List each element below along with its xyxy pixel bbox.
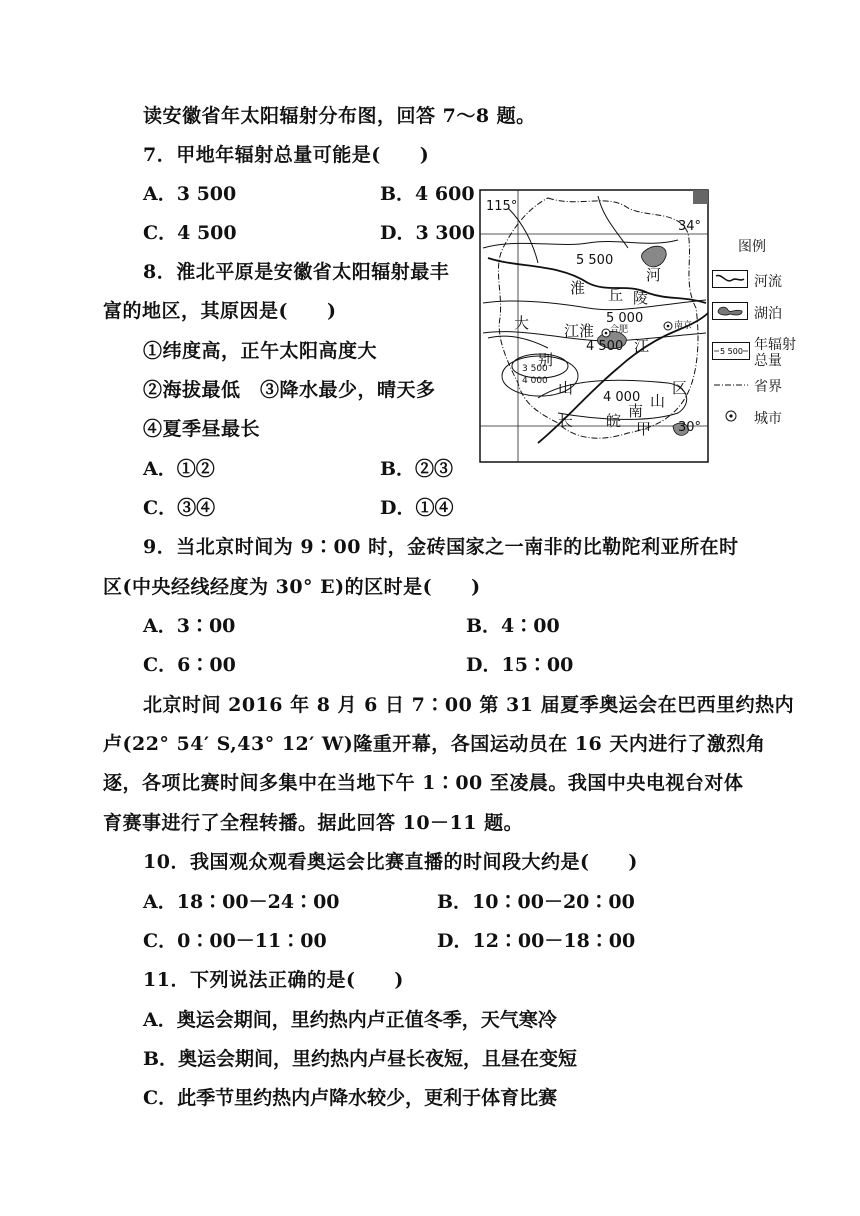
border-icon (712, 379, 750, 391)
legend-isoline-sample: 5 500 (720, 347, 743, 356)
ling-label: 陵 (633, 289, 649, 307)
river-icon (712, 270, 748, 288)
iso-4500-label: 4 500 (586, 339, 624, 354)
q9-stem-line1: 9．当北京时间为 9∶00 时，金砖国家之一南非的比勒陀利亚所在时 (143, 536, 739, 558)
legend-title: 图例 (738, 239, 766, 255)
q7-option-d[interactable]: D．3 300 (380, 222, 475, 244)
q10-option-c[interactable]: C．0∶00－11∶00 (143, 930, 327, 952)
q11-stem: 11．下列说法正确的是( ) (143, 969, 404, 991)
qiu-label: 丘 (608, 286, 624, 304)
legend-isoline-label-1: 年辐射 (754, 337, 796, 353)
q9-stem-line2: 区(中央经线经度为 30° E)的区时是( ) (103, 576, 481, 598)
legend-river (712, 270, 748, 292)
bie-label: 别 (538, 351, 554, 369)
q9-option-a[interactable]: A．3∶00 (143, 615, 236, 637)
q11-option-a[interactable]: A．奥运会期间，里约热内卢正值冬季，天气寒冷 (143, 1009, 557, 1031)
q10-option-a[interactable]: A．18∶00－24∶00 (143, 891, 340, 913)
lon-115-label: 115° (486, 199, 518, 214)
iso-4000b-label: 4 000 (522, 376, 548, 386)
intro-passage-2-line2: 卢(22° 54′ S,43° 12′ W)隆重开幕，各国运动员在 16 天内进行了激烈角 (103, 733, 766, 755)
q8-option-a[interactable]: A．①② (143, 458, 215, 480)
q8-stem-line1: 8．淮北平原是安徽省太阳辐射最丰 (143, 261, 450, 283)
lake-icon (712, 302, 748, 320)
q8-statement-1: ①纬度高，正午太阳高度大 (143, 340, 378, 362)
iso-5500-label: 5 500 (576, 253, 614, 268)
q9-option-d[interactable]: D．15∶00 (466, 654, 574, 676)
legend-river-label: 河流 (754, 274, 782, 290)
q8-option-b[interactable]: B．②③ (380, 458, 454, 480)
lat-30-label: 30° (678, 420, 702, 435)
q10-option-d[interactable]: D．12∶00－18∶00 (437, 930, 636, 952)
shan-label: 山 (558, 379, 574, 397)
iso-3500-label: 3 500 (522, 364, 548, 374)
q8-option-d[interactable]: D．①④ (380, 497, 454, 519)
q10-stem: 10．我国观众观看奥运会比赛直播的时间段大约是( ) (143, 851, 638, 873)
city-icon (724, 409, 738, 423)
chang-label: 长 (558, 412, 574, 430)
legend-isoline (712, 342, 750, 364)
q9-option-c[interactable]: C．6∶00 (143, 654, 236, 676)
q7-option-b[interactable]: B．4 600 (380, 183, 475, 205)
wan-label: 皖 (606, 412, 622, 430)
q11-option-c[interactable]: C．此季节里约热内卢降水较少，更利于体育比赛 (143, 1087, 558, 1109)
hefei-label: 合肥 (610, 325, 629, 335)
lat-34-label: 34° (678, 219, 702, 234)
iso-4000-label: 4 000 (603, 390, 641, 405)
legend-isoline-label-2: 总量 (754, 353, 782, 369)
legend-lake-label: 湖泊 (754, 306, 782, 322)
jia-label: 甲 (636, 420, 652, 438)
anhui-radiation-map (478, 188, 710, 464)
jianghuai-label: 江淮 (564, 322, 595, 340)
q9-option-b[interactable]: B．4∶00 (466, 615, 560, 637)
iso-5000-label: 5 000 (606, 311, 644, 326)
jiang-label: 江 (634, 337, 650, 355)
da-label: 大 (514, 314, 530, 332)
map-corner-shade (693, 190, 708, 204)
legend-city (724, 409, 738, 427)
q7-option-c[interactable]: C．4 500 (143, 222, 237, 244)
legend-city-label: 城市 (754, 411, 782, 427)
q8-option-c[interactable]: C．③④ (143, 497, 216, 519)
q11-option-b[interactable]: B．奥运会期间，里约热内卢昼长夜短，且昼在变短 (143, 1048, 578, 1070)
nan-label: 南 (628, 402, 644, 420)
intro-passage-2-line3: 逐，各项比赛时间多集中在当地下午 1∶00 至凌晨。我国中央电视台对体 (103, 772, 744, 794)
q8-stem-line2: 富的地区，其原因是( ) (103, 300, 337, 322)
legend-lake (712, 302, 748, 324)
map-legend (712, 236, 822, 436)
legend-border-label: 省界 (754, 379, 782, 395)
qu-label: 区 (672, 379, 688, 397)
he-label: 河 (646, 266, 662, 284)
intro-passage-2-line1: 北京时间 2016 年 8 月 6 日 7∶00 第 31 届夏季奥运会在巴西里约热内 (143, 694, 795, 716)
q10-option-b[interactable]: B．10∶00－20∶00 (437, 891, 635, 913)
q8-statement-2-3: ②海拔最低 ③降水最少，晴天多 (143, 379, 436, 401)
shan2-label: 山 (650, 392, 666, 410)
isoline-icon (712, 342, 750, 360)
q7-stem: 7．甲地年辐射总量可能是( ) (143, 144, 430, 166)
q7-option-a[interactable]: A．3 500 (143, 183, 237, 205)
intro-passage-1: 读安徽省年太阳辐射分布图，回答 7～8 题。 (143, 105, 536, 127)
nanjing-label: 南京 (674, 321, 693, 331)
intro-passage-2-line4: 育赛事进行了全程转播。据此回答 10－11 题。 (103, 812, 524, 834)
legend-border (712, 379, 750, 395)
huai-label: 淮 (570, 279, 586, 297)
q8-statement-4: ④夏季昼最长 (143, 418, 261, 440)
